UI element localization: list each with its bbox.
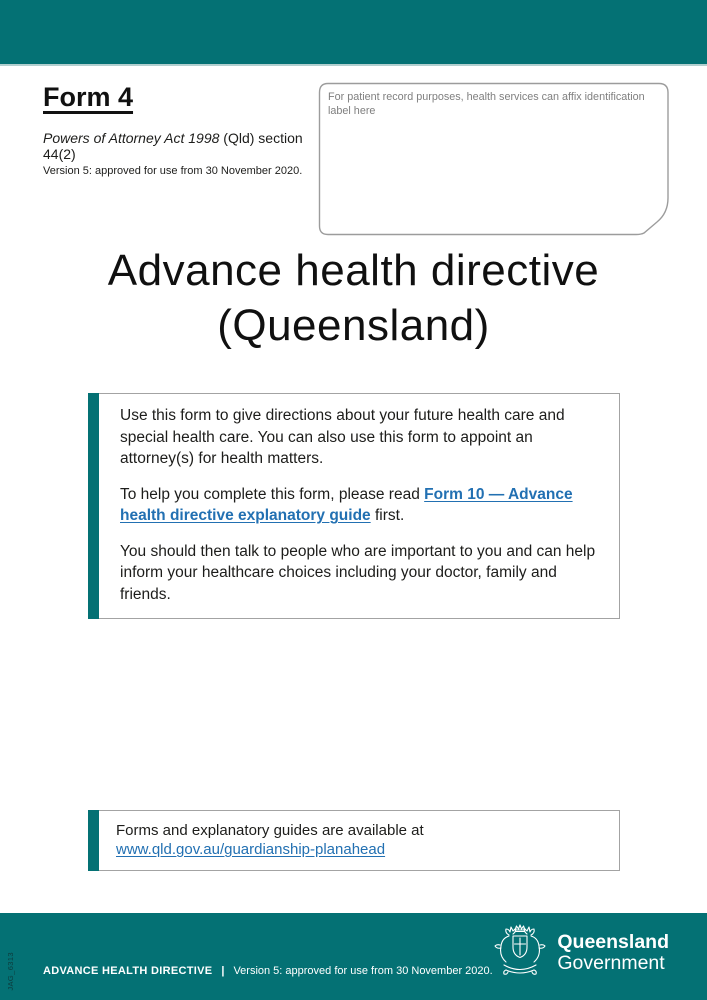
patient-record-box bbox=[318, 82, 670, 236]
form-header bbox=[43, 82, 313, 177]
guardianship-planahead-link[interactable]: www.qld.gov.au/guardianship-planahead bbox=[116, 841, 386, 858]
instructions-box bbox=[88, 393, 620, 619]
form-number: Form 4 bbox=[43, 82, 134, 112]
footer-separator: | bbox=[221, 965, 225, 977]
guides-availability-body bbox=[99, 810, 620, 871]
instructions-paragraph-1: Use this form to give directions about your future health care and special health care. You can also use this form to appoint an attorney(s) for health matters. bbox=[120, 407, 565, 467]
version-line: Version 5: approved for use from 30 November 2020. bbox=[43, 165, 303, 177]
teal-accent-bar bbox=[88, 393, 99, 619]
footer-info bbox=[43, 965, 493, 977]
p2-prefix: To help you complete this form, please read bbox=[120, 485, 425, 503]
top-teal-band bbox=[0, 0, 707, 66]
instructions-paragraph-2 bbox=[120, 484, 601, 527]
act-reference bbox=[43, 130, 313, 162]
form10-guide-link[interactable]: Form 10 — Advance health directive explanatory guide bbox=[120, 485, 573, 524]
guides-availability-box bbox=[88, 810, 620, 871]
queensland-government-logo bbox=[492, 922, 669, 984]
p2-suffix: first. bbox=[370, 507, 405, 524]
job-code: JAG_6313 bbox=[6, 952, 15, 991]
page-title bbox=[0, 243, 707, 353]
guides-text: Forms and explanatory guides are available at bbox=[116, 822, 424, 839]
footer-doc-title: ADVANCE HEALTH DIRECTIVE bbox=[43, 965, 213, 977]
footer-band bbox=[0, 913, 707, 1000]
teal-accent-bar bbox=[88, 810, 99, 871]
queensland-coat-of-arms-icon bbox=[492, 922, 548, 984]
queensland-government-wordmark bbox=[557, 932, 669, 974]
instructions-paragraph-3: You should then talk to people who are important to you and can help inform your healthcare choices including your doctor, family and friends. bbox=[120, 542, 596, 603]
footer-version: Version 5: approved for use from 30 November 2020. bbox=[233, 965, 493, 977]
instructions-body bbox=[99, 393, 620, 619]
act-name: Powers of Attorney Act 1998 bbox=[43, 130, 220, 146]
page-title-line2: (Queensland) bbox=[217, 301, 490, 350]
page-title-line1: Advance health directive bbox=[107, 246, 600, 295]
act-section: (Qld) section 44(2) bbox=[43, 130, 303, 162]
logo-line2: Government bbox=[557, 952, 665, 974]
logo-line1: Queensland bbox=[557, 931, 669, 953]
patient-box-label: For patient record purposes, health services can affix identification label here bbox=[328, 91, 645, 117]
